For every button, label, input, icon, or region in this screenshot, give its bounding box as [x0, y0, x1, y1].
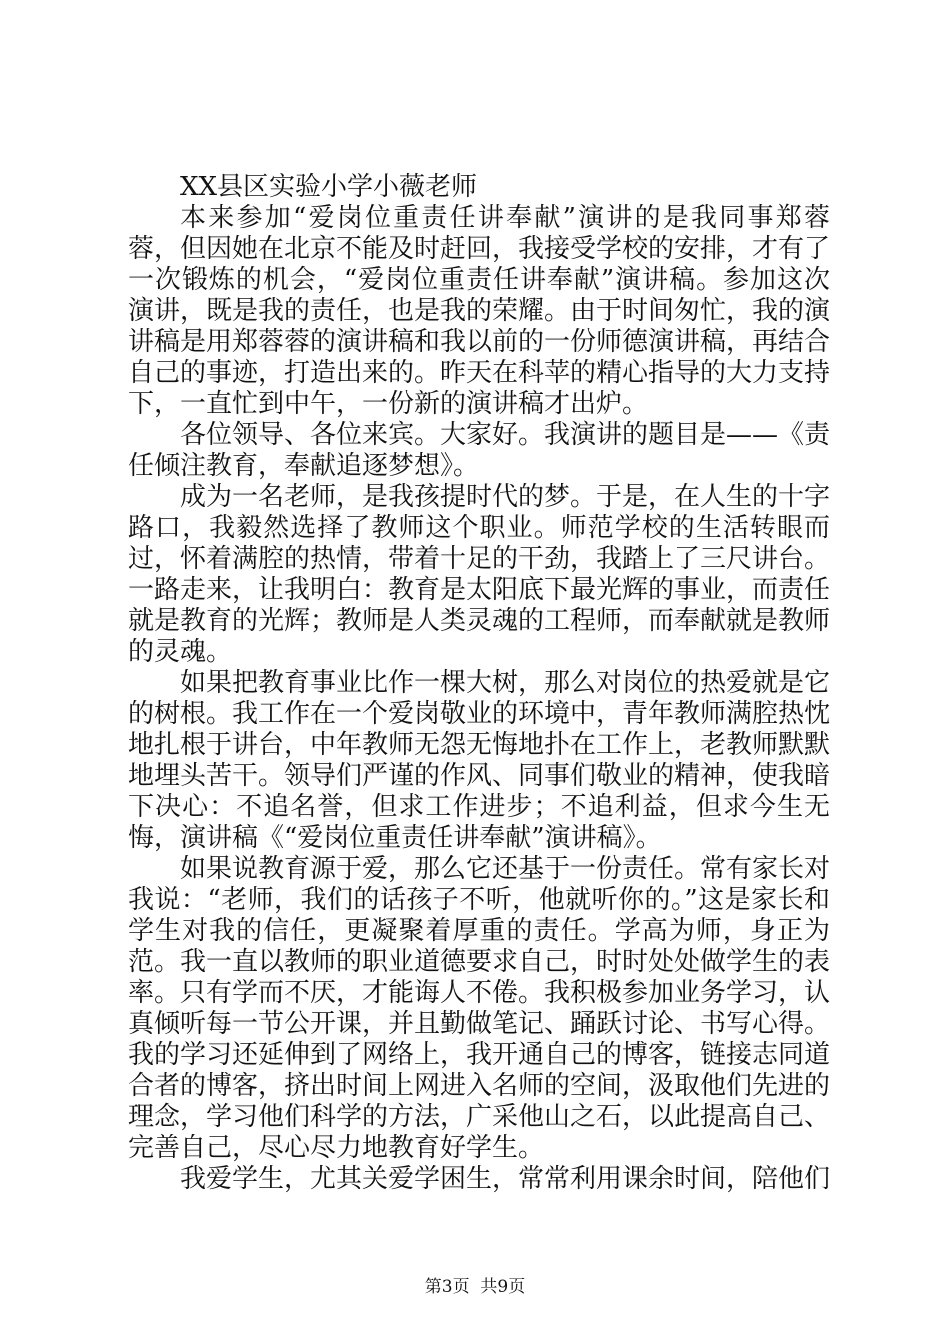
document-body — [128, 172, 830, 1195]
paragraph-greeting: 各位领导、各位来宾。大家好。我演讲的题目是——《责任倾注教育，奉献追逐梦想》。 — [128, 420, 831, 481]
paragraph-dream: 成为一名老师，是我孩提时代的梦。于是，在人生的十字路口，我毅然选择了教师这个职业。师范学校的生活转眼而过，怀着满腔的热情，带着十足的干劲，我踏上了三尺讲台。一路走来，让我明白：教育是太阳底下最光辉的事业，而责任就是教育的光辉；教师是人类灵魂的工程师，而奉献就是教师的灵魂。 — [128, 482, 831, 667]
paragraph-responsibility: 如果说教育源于爱，那么它还基于一份责任。常有家长对我说：“老师，我们的话孩子不听，他就听你的。”这是家长和学生对我的信任，更凝聚着厚重的责任。学高为师，身正为范。我一直以教师的职业道德要求自己，时时处处做学生的表率。只有学而不厌，才能诲人不倦。我积极参加业务学习，认真倾听每一节公开课，并且勤做笔记、踊跃讨论、书写心得。我的学习还延伸到了网络上，我开通自己的博客，链接志同道合者的博客，挤出时间上网进入名师的空间，汲取他们先进的理念，学习他们科学的方法，广采他山之石，以此提高自己、完善自己，尽心尽力地教育好学生。 — [128, 854, 831, 1163]
page-number: 第3页 共9页 — [424, 1277, 526, 1297]
paragraph-students: 我爱学生，尤其关爱学困生，常常利用课余时间，陪他们 — [180, 1164, 831, 1194]
paragraph-intro: 本来参加“爱岗位重责任讲奉献”演讲的是我同事郑蓉蓉，但因她在北京不能及时赶回，我接受学校的安排，才有了一次锻炼的机会，“爱岗位重责任讲奉献”演讲稿。参加这次演讲，既是我的责任，也是我的荣耀。由于时间匆忙，我的演讲稿是用郑蓉蓉的演讲稿和我以前的一份师德演讲稿，再结合自己的事迹，打造出来的。昨天在科苹的精心指导的大力支持下，一直忙到中午，一份新的演讲稿才出炉。 — [128, 203, 831, 419]
paragraph-tree: 如果把教育事业比作一棵大树，那么对岗位的热爱就是它的树根。我工作在一个爱岗敬业的环境中，青年教师满腔热忱地扎根于讲台，中年教师无怨无悔地扑在工作上，老教师默默地埋头苦干。领导们严谨的作风、同事们敬业的精神，使我暗下决心：不追名誉，但求工作进步；不追利益，但求今生无悔，演讲稿《“爱岗位重责任讲奉献”演讲稿》。 — [128, 668, 831, 853]
page-footer — [0, 1276, 950, 1298]
author-line: XX县区实验小学小薇老师 — [180, 172, 478, 202]
